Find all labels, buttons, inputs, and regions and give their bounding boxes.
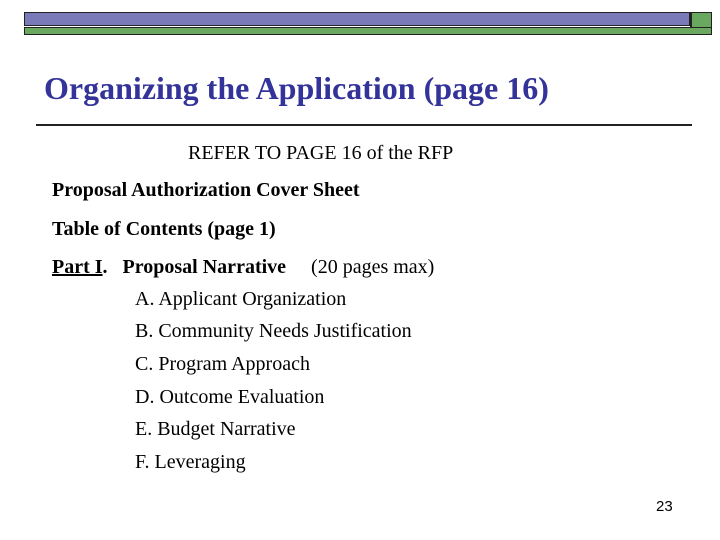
section-item: F. Leveraging	[135, 451, 246, 473]
section-item: A. Applicant Organization	[135, 288, 347, 310]
section-item: E. Budget Narrative	[135, 418, 296, 440]
refer-line: REFER TO PAGE 16 of the RFP	[188, 142, 454, 164]
page-number: 23	[656, 498, 673, 515]
section-item: D. Outcome Evaluation	[135, 386, 325, 408]
part-title: Proposal Narrative	[122, 256, 287, 278]
header-bar-green	[24, 27, 712, 35]
header-bar-corner	[690, 12, 712, 28]
header-bar-divider	[690, 12, 692, 28]
part-note: (20 pages max)	[311, 256, 435, 278]
part-one-line	[52, 256, 434, 279]
title-underline	[36, 124, 692, 126]
section-item: C. Program Approach	[135, 353, 310, 375]
item-table-of-contents: Table of Contents (page 1)	[52, 218, 276, 240]
part-punct: .	[102, 256, 108, 278]
section-item: B. Community Needs Justification	[135, 320, 412, 342]
slide-title: Organizing the Application (page 16)	[44, 70, 549, 106]
item-cover-sheet: Proposal Authorization Cover Sheet	[52, 179, 360, 201]
part-label: Part I	[52, 256, 103, 278]
header-bar-blue	[24, 12, 690, 26]
